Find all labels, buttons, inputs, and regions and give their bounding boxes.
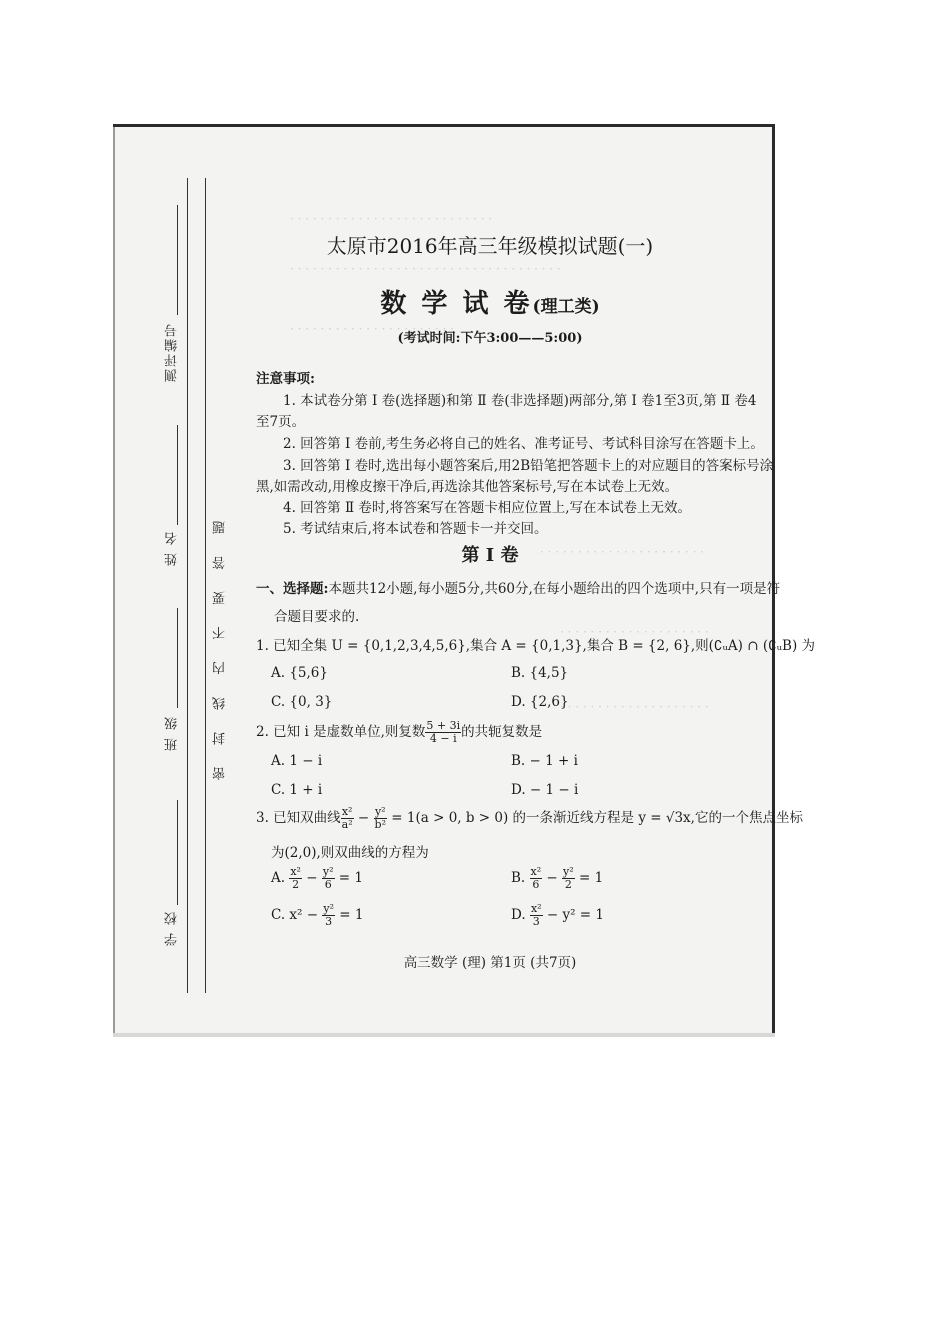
q3-option-d: D. $\frac{\text{x²}}{3}$ − y² = 1 <box>511 902 604 928</box>
section-heading: 第 Ⅰ 卷 <box>461 545 519 566</box>
q1-option-c: C. {0, 3} <box>271 694 333 710</box>
notes-heading: 注意事项: <box>256 371 315 387</box>
page-footer: 高三数学 (理) 第1页 (共7页) <box>403 955 577 971</box>
question-1-stem: 1. 已知全集 U = {0,1,2,3,4,5,6},集合 A = {0,1,3},集合 B = {2, 6},则(∁ᵤA) ∩ (∁ᵤB) 为 <box>256 638 816 654</box>
q3-option-a: A. $\frac{\text{x²}}{2}$ − $\frac{\text{y²}}{6}$ = 1 <box>271 865 363 891</box>
q2-option-d: D. − 1 − i <box>511 782 579 798</box>
q1-option-b: B. {4,5} <box>511 665 569 681</box>
note-line: 至7页。 <box>256 414 306 430</box>
exam-time: (考试时间:下午3:00——5:00) <box>397 331 583 346</box>
section-intro-line2: 合题目要求的. <box>274 609 360 625</box>
scan-edge-bottom <box>113 1033 775 1037</box>
section-intro: 一、选择题:本题共12小题,每小题5分,共60分,在每小题给出的四个选项中,只有一项是符 <box>256 581 781 597</box>
name-blank <box>177 425 178 525</box>
school-blank <box>177 800 178 905</box>
question-3-stem-line2: 为(2,0),则双曲线的方程为 <box>271 845 429 861</box>
q3-option-c: C. x² − $\frac{\text{y²}}{3}$ = 1 <box>271 902 364 928</box>
q1-option-d: D. {2,6} <box>511 694 569 710</box>
q3-option-b: B. $\frac{\text{x²}}{6}$ − $\frac{\text{y²}}{2}$ = 1 <box>511 865 604 891</box>
school-label: 学 校 <box>165 910 180 947</box>
q2-option-b: B. − 1 + i <box>511 753 578 769</box>
note-line: 5. 考试结束后,将本试卷和答题卡一并交回。 <box>283 521 548 537</box>
name-label: 姓 名 <box>165 530 180 567</box>
bleed-through-text: · · · · · · · · · · · · · · · · · · · · · · · · · · · <box>290 212 493 226</box>
bleed-through-text: · · · · · · · · · · · · · · · · · · · · <box>560 700 709 714</box>
q2-option-a: A. 1 − i <box>271 753 323 769</box>
bleed-through-text: · · · · · · · · · · · · · · · · · · · · <box>560 625 709 639</box>
bleed-through-text: · · · · · · · · · · · · · · · · · · · · · · <box>540 545 705 559</box>
seal-line-notice: 密 封 线 内 不 要 答 题 <box>213 512 228 780</box>
question-3-stem: 3. 已知双曲线 $\frac{\text{x²}}{\text{a²}}$ − $\frac{\text{y²}}{\text{b²}}$ = 1(a > 0, b > 0) 的一条渐近线方程是 y = √3x,它的一个焦点坐标 <box>256 805 803 831</box>
scan-edge-left <box>113 127 115 1037</box>
exam-title: 太原市2016年高三年级模拟试题(一) <box>326 234 654 258</box>
note-line: 3. 回答第 Ⅰ 卷时,选出每小题答案后,用2B铅笔把答题卡上的对应题目的答案标号涂 <box>283 458 774 474</box>
q1-option-a: A. {5,6} <box>271 665 328 681</box>
scan-edge-top <box>113 124 775 127</box>
note-line: 1. 本试卷分第 Ⅰ 卷(选择题)和第 Ⅱ 卷(非选择题)两部分,第 Ⅰ 卷1至3页,第 Ⅱ 卷4 <box>283 393 757 409</box>
q2-option-c: C. 1 + i <box>271 782 323 798</box>
q2-fraction: $\frac{5 + 3i}{4 - i}$ <box>426 719 461 745</box>
note-line: 4. 回答第 Ⅱ 卷时,将答案写在答题卡相应位置上,写在本试卷上无效。 <box>283 500 692 516</box>
note-line: 2. 回答第 Ⅰ 卷前,考生务必将自己的姓名、准考证号、考试科目涂写在答题卡上。 <box>283 436 764 452</box>
question-2-stem: 2. 已知 i 是虚数单位,则复数 $\frac{5 + 3i}{4 - i}$ 的共轭复数是 <box>256 719 543 745</box>
class-blank <box>177 608 178 708</box>
bleed-through-text: · · · · · · · · · · · · · · · · · · · · · · <box>290 322 455 336</box>
subject-title: 数 学 试 卷(理工类) <box>380 289 600 319</box>
note-line: 黑,如需改动,用橡皮擦干净后,再选涂其他答案标号,写在本试卷上无效。 <box>256 479 679 495</box>
subject-suffix: (理工类) <box>532 297 600 317</box>
bleed-through-text: · · · · · · · · · · · · · · · · · · · · · · · · · · · · · · · · · · · · <box>290 262 561 276</box>
evaluation-number-label: 测评编号 <box>165 322 180 382</box>
class-label: 班 级 <box>165 715 180 752</box>
